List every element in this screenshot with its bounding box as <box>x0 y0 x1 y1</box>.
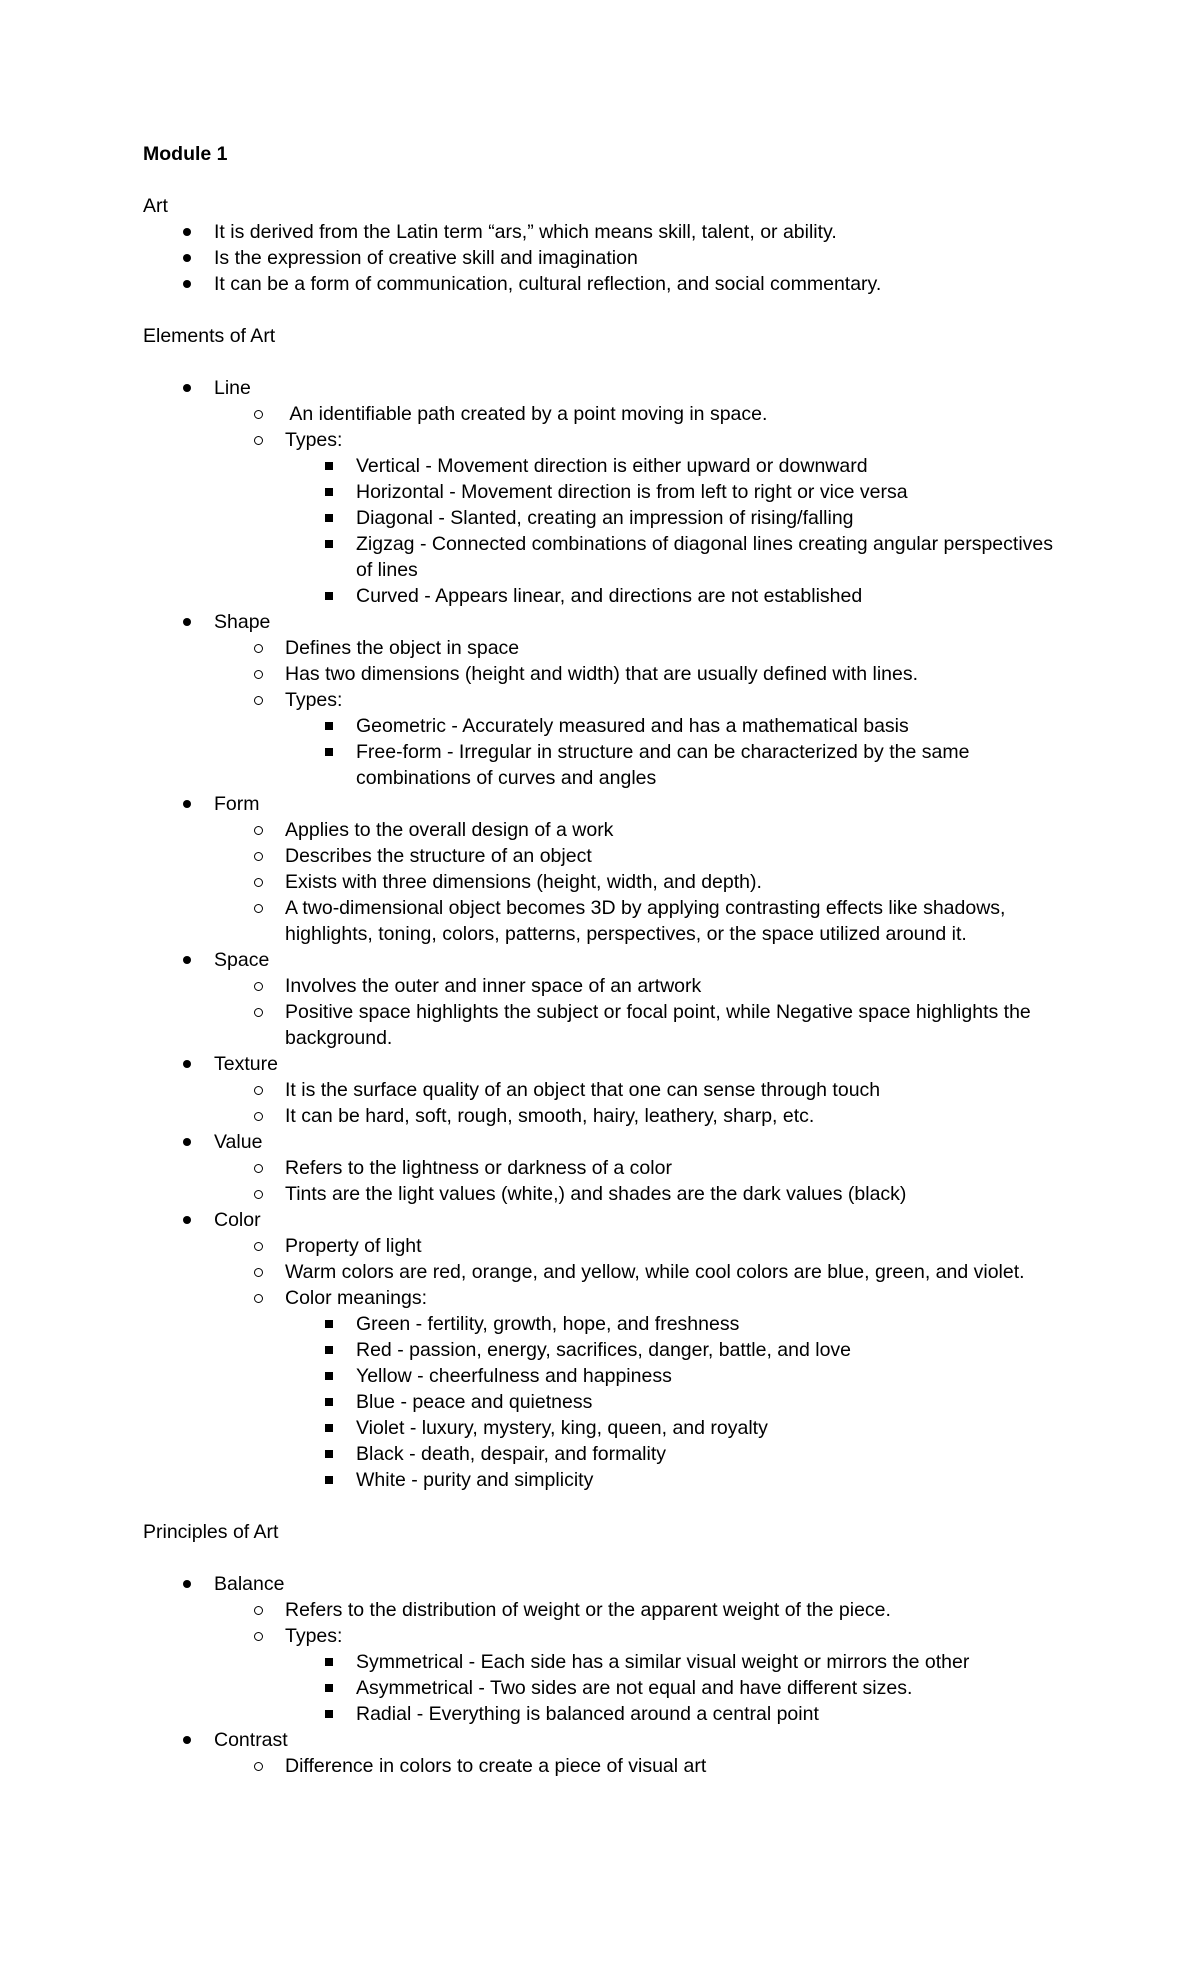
square-bullet-icon <box>325 1658 333 1666</box>
list-item: Blue - peace and quietness <box>285 1389 1083 1415</box>
list-item: Exists with three dimensions (height, width, and depth). <box>214 869 1083 895</box>
bullet-icon <box>183 384 191 392</box>
list-item: Tints are the light values (white,) and shades are the dark values (black) <box>214 1181 1083 1207</box>
list-item: Yellow - cheerfulness and happiness <box>285 1363 1083 1389</box>
list-item: Refers to the lightness or darkness of a color <box>214 1155 1083 1181</box>
circle-bullet-icon <box>254 696 263 705</box>
list-item: Involves the outer and inner space of an artwork <box>214 973 1083 999</box>
element-line: Line An identifiable path created by a point moving in space. Types: Vertical - Movement direction is either upward or downward Horizontal - Movement direction is from left to right or vice versa Diagonal - Slanted, creating an impression of rising/falling Zigzag - Connected combinations of diagonal lines creating angular perspectives of lines Curved - Appears linear, and directions are not established <box>143 375 1083 609</box>
list-item: An identifiable path created by a point moving in space. <box>214 401 1083 427</box>
list-item: Warm colors are red, orange, and yellow, while cool colors are blue, green, and violet. <box>214 1259 1083 1285</box>
list-item: Refers to the distribution of weight or the apparent weight of the piece. <box>214 1597 1083 1623</box>
list-item: Describes the structure of an object <box>214 843 1083 869</box>
square-bullet-icon <box>325 1346 333 1354</box>
circle-bullet-icon <box>254 852 263 861</box>
list-item: Types: Geometric - Accurately measured and has a mathematical basis Free-form - Irregular in structure and can be characterized by the same combinations of curves and angles <box>214 687 1083 791</box>
list-item: Geometric - Accurately measured and has a mathematical basis <box>285 713 1083 739</box>
bullet-icon <box>183 956 191 964</box>
list-item: Horizontal - Movement direction is from left to right or vice versa <box>285 479 1083 505</box>
square-bullet-icon <box>325 1320 333 1328</box>
list-item: Curved - Appears linear, and directions are not established <box>285 583 1083 609</box>
list-item: Violet - luxury, mystery, king, queen, and royalty <box>285 1415 1083 1441</box>
list-item: Has two dimensions (height and width) that are usually defined with lines. <box>214 661 1083 687</box>
list-item: Vertical - Movement direction is either upward or downward <box>285 453 1083 479</box>
list-item: Free-form - Irregular in structure and can be characterized by the same combinations of curves and angles <box>285 739 1083 791</box>
element-value: Value Refers to the lightness or darkness of a color Tints are the light values (white,) and shades are the dark values (black) <box>143 1129 1083 1207</box>
section-heading-principles: Principles of Art <box>143 1521 279 1543</box>
list-item: Black - death, despair, and formality <box>285 1441 1083 1467</box>
list-item: Types: Symmetrical - Each side has a similar visual weight or mirrors the other Asymmetrical - Two sides are not equal and have different sizes. Radial - Everything is balanced around a central point <box>214 1623 1083 1727</box>
bullet-icon <box>183 800 191 808</box>
section-heading-elements: Elements of Art <box>143 325 276 347</box>
bullet-icon <box>183 1138 191 1146</box>
document-body <box>143 141 1083 1779</box>
square-bullet-icon <box>325 488 333 496</box>
circle-bullet-icon <box>254 1190 263 1199</box>
list-item: Property of light <box>214 1233 1083 1259</box>
bullet-icon <box>183 1060 191 1068</box>
module-title: Module 1 <box>143 143 228 165</box>
list-item: Green - fertility, growth, hope, and freshness <box>285 1311 1083 1337</box>
element-shape: Shape Defines the object in space Has two dimensions (height and width) that are usually defined with lines. Types: Geometric - Accurately measured and has a mathematical basis Free-form - Irregular in structure and can be characterized by the same combinations of curves and angles <box>143 609 1083 791</box>
circle-bullet-icon <box>254 982 263 991</box>
square-bullet-icon <box>325 462 333 470</box>
section-heading-art: Art <box>143 195 168 217</box>
circle-bullet-icon <box>254 826 263 835</box>
bullet-icon <box>183 1736 191 1744</box>
list-item: Applies to the overall design of a work <box>214 817 1083 843</box>
square-bullet-icon <box>325 514 333 522</box>
circle-bullet-icon <box>254 644 263 653</box>
list-item: A two-dimensional object becomes 3D by applying contrasting effects like shadows, highlights, toning, colors, patterns, perspectives, or the space utilized around it. <box>214 895 1083 947</box>
circle-bullet-icon <box>254 1086 263 1095</box>
square-bullet-icon <box>325 1372 333 1380</box>
bullet-icon <box>183 1216 191 1224</box>
square-bullet-icon <box>325 722 333 730</box>
list-item: Types: Vertical - Movement direction is either upward or downward Horizontal - Movement direction is from left to right or vice versa Diagonal - Slanted, creating an impression of rising/falling Zigzag - Connected combinations of diagonal lines creating angular perspectives of lines Curved - Appears linear, and directions are not established <box>214 427 1083 609</box>
circle-bullet-icon <box>254 1242 263 1251</box>
square-bullet-icon <box>325 1710 333 1718</box>
list-item: It is the surface quality of an object that one can sense through touch <box>214 1077 1083 1103</box>
list-item: Color meanings: Green - fertility, growth, hope, and freshness Red - passion, energy, sacrifices, danger, battle, and love Yellow - cheerfulness and happiness Blue - peace and quietness Violet - luxury, mystery, king, queen, and royalty Black - death, despair, and formality White - purity and simplicity <box>214 1285 1083 1493</box>
element-texture: Texture It is the surface quality of an object that one can sense through touch It can be hard, soft, rough, smooth, hairy, leathery, sharp, etc. <box>143 1051 1083 1129</box>
square-bullet-icon <box>325 540 333 548</box>
circle-bullet-icon <box>254 1164 263 1173</box>
square-bullet-icon <box>325 1684 333 1692</box>
square-bullet-icon <box>325 1424 333 1432</box>
list-item: Positive space highlights the subject or focal point, while Negative space highlights the background. <box>214 999 1083 1051</box>
bullet-icon <box>183 280 191 288</box>
square-bullet-icon <box>325 748 333 756</box>
circle-bullet-icon <box>254 904 263 913</box>
list-item: It can be a form of communication, cultural reflection, and social commentary. <box>143 271 1083 297</box>
element-form: Form Applies to the overall design of a work Describes the structure of an object Exists with three dimensions (height, width, and depth). A two-dimensional object becomes 3D by applying contrasting effects like shadows, highlights, toning, colors, patterns, perspectives, or the space utilized around it. <box>143 791 1083 947</box>
list-item: Asymmetrical - Two sides are not equal and have different sizes. <box>285 1675 1083 1701</box>
elements-list <box>143 375 1083 1493</box>
list-item: Diagonal - Slanted, creating an impression of rising/falling <box>285 505 1083 531</box>
list-item: Difference in colors to create a piece of visual art <box>214 1753 1083 1779</box>
circle-bullet-icon <box>254 670 263 679</box>
list-item: Defines the object in space <box>214 635 1083 661</box>
element-space: Space Involves the outer and inner space of an artwork Positive space highlights the subject or focal point, while Negative space highlights the background. <box>143 947 1083 1051</box>
list-item: Red - passion, energy, sacrifices, danger, battle, and love <box>285 1337 1083 1363</box>
list-item: White - purity and simplicity <box>285 1467 1083 1493</box>
circle-bullet-icon <box>254 1632 263 1641</box>
principle-contrast: Contrast Difference in colors to create a piece of visual art <box>143 1727 1083 1779</box>
list-item: Zigzag - Connected combinations of diagonal lines creating angular perspectives of lines <box>285 531 1083 583</box>
circle-bullet-icon <box>254 1606 263 1615</box>
circle-bullet-icon <box>254 1294 263 1303</box>
principle-balance: Balance Refers to the distribution of weight or the apparent weight of the piece. Types: Symmetrical - Each side has a similar visual weight or mirrors the other Asymmetrical - Two sides are not equal and have different sizes. Radial - Everything is balanced around a central point <box>143 1571 1083 1727</box>
circle-bullet-icon <box>254 1762 263 1771</box>
circle-bullet-icon <box>254 1112 263 1121</box>
square-bullet-icon <box>325 1450 333 1458</box>
list-item: Is the expression of creative skill and imagination <box>143 245 1083 271</box>
square-bullet-icon <box>325 1398 333 1406</box>
circle-bullet-icon <box>254 1268 263 1277</box>
list-item: It is derived from the Latin term “ars,” which means skill, talent, or ability. <box>143 219 1083 245</box>
bullet-icon <box>183 1580 191 1588</box>
element-color: Color Property of light Warm colors are red, orange, and yellow, while cool colors are blue, green, and violet. Color meanings: Green - fertility, growth, hope, and freshness Red - passion, energy, sacrifices, danger, battle, and love Yellow - cheerfulness and happiness Blue - peace and quietness Violet - luxury, mystery, king, queen, and royalty Black - death, despair, and formality White - purity and simplicity <box>143 1207 1083 1493</box>
principles-list <box>143 1571 1083 1779</box>
bullet-icon <box>183 228 191 236</box>
circle-bullet-icon <box>254 410 263 419</box>
circle-bullet-icon <box>254 878 263 887</box>
circle-bullet-icon <box>254 436 263 445</box>
bullet-icon <box>183 618 191 626</box>
art-list <box>143 219 1083 297</box>
list-item: Radial - Everything is balanced around a central point <box>285 1701 1083 1727</box>
bullet-icon <box>183 254 191 262</box>
square-bullet-icon <box>325 592 333 600</box>
list-item: It can be hard, soft, rough, smooth, hairy, leathery, sharp, etc. <box>214 1103 1083 1129</box>
circle-bullet-icon <box>254 1008 263 1017</box>
square-bullet-icon <box>325 1476 333 1484</box>
list-item: Symmetrical - Each side has a similar visual weight or mirrors the other <box>285 1649 1083 1675</box>
